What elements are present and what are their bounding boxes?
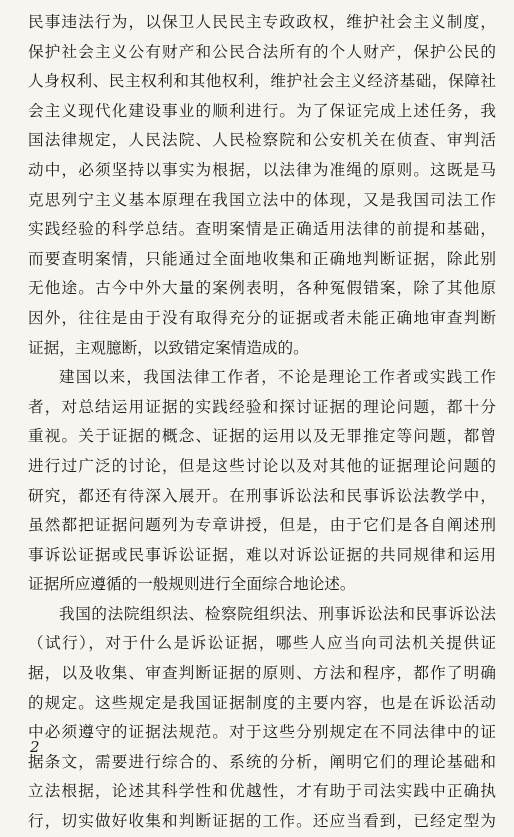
body-text <box>28 8 496 837</box>
paragraph <box>28 8 496 363</box>
text-line: 事诉讼证据或民事诉讼证据，难以对诉讼证据的共同规律和运用 <box>28 545 496 564</box>
text-line: 实践经验的科学总结。查明案情是正确适用法律的前提和基础， <box>28 220 496 239</box>
text-line: 立法根据，论述其科学性和优越性，才有助于司法实践中正确执 <box>28 782 496 801</box>
text-line: 中必须遵守的证据法规范。对于这些分别规定在不同法律中的证 <box>28 723 496 742</box>
text-line: 我国的法院组织法、检察院组织法、刑事诉讼法和民事诉讼法 <box>59 604 496 623</box>
text-line: 据条文，需要进行综合的、系统的分析，阐明它们的理论基础和 <box>28 752 496 771</box>
text-line: 民事违法行为，以保卫人民民主专政政权，维护社会主义制度， <box>28 13 496 31</box>
text-line: 保护社会主义公有财产和公民合法所有的个人财产，保护公民的 <box>28 42 496 61</box>
text-line: 证据，主观臆断，以致错定案情造成的。 <box>28 338 309 357</box>
text-line: 动中，必须坚持以事实为根据，以法律为准绳的原则。这既是马 <box>28 160 496 179</box>
text-line: 研究，都还有待深入展开。在刑事诉讼法和民事诉讼法教学中， <box>28 486 496 505</box>
text-line: 而要查明案情，只能通过全面地收集和正确地判断证据，除此别 <box>28 249 496 268</box>
page-number: 2 <box>30 738 40 756</box>
paragraph <box>28 600 496 837</box>
text-line: 的规定。这些规定是我国证据制度的主要内容，也是在诉讼活动 <box>28 693 496 712</box>
text-line: 会主义现代化建设事业的顺利进行。为了保证完成上述任务，我 <box>28 101 496 120</box>
text-line: （试行），对于什么是诉讼证据，哪些人应当向司法机关提供证 <box>28 634 496 653</box>
text-line: 无他途。古今中外大量的案例表明，各种冤假错案，除了其他原 <box>28 279 496 298</box>
text-line: 因外，往往是由于没有取得充分的证据或者未能正确地审查判断 <box>28 308 496 327</box>
text-line: 国法律规定，人民法院、人民检察院和公安机关在侦查、审判活 <box>28 131 496 150</box>
text-line: 证据所应遵循的一般规则进行全面综合地论述。 <box>28 575 356 594</box>
text-line: 据，以及收集、审查判断证据的原则、方法和程序，都作了明确 <box>28 664 496 683</box>
text-line: 行，切实做好收集和判断证据的工作。还应当看到，已经定型为 <box>28 812 496 831</box>
text-line: 克思列宁主义基本原理在我国立法中的体现，又是我国司法工作 <box>28 190 496 209</box>
text-line: 进行过广泛的讨论，但是这些讨论以及对其他的证据理论问题的 <box>28 456 496 475</box>
text-line: 重视。关于证据的概念、证据的运用以及无罪推定等问题，都曾 <box>28 427 496 446</box>
text-line: 者，对总结运用证据的实践经验和探讨证据的理论问题，都十分 <box>28 397 496 416</box>
paragraph <box>28 363 496 600</box>
text-line: 建国以来，我国法律工作者，不论是理论工作者或实践工作 <box>59 368 496 387</box>
text-line: 虽然都把证据问题列为专章讲授，但是，由于它们是各自阐述刑 <box>28 516 496 535</box>
text-line: 人身权利、民主权利和其他权利，维护社会主义经济基础，保障社 <box>28 72 496 91</box>
